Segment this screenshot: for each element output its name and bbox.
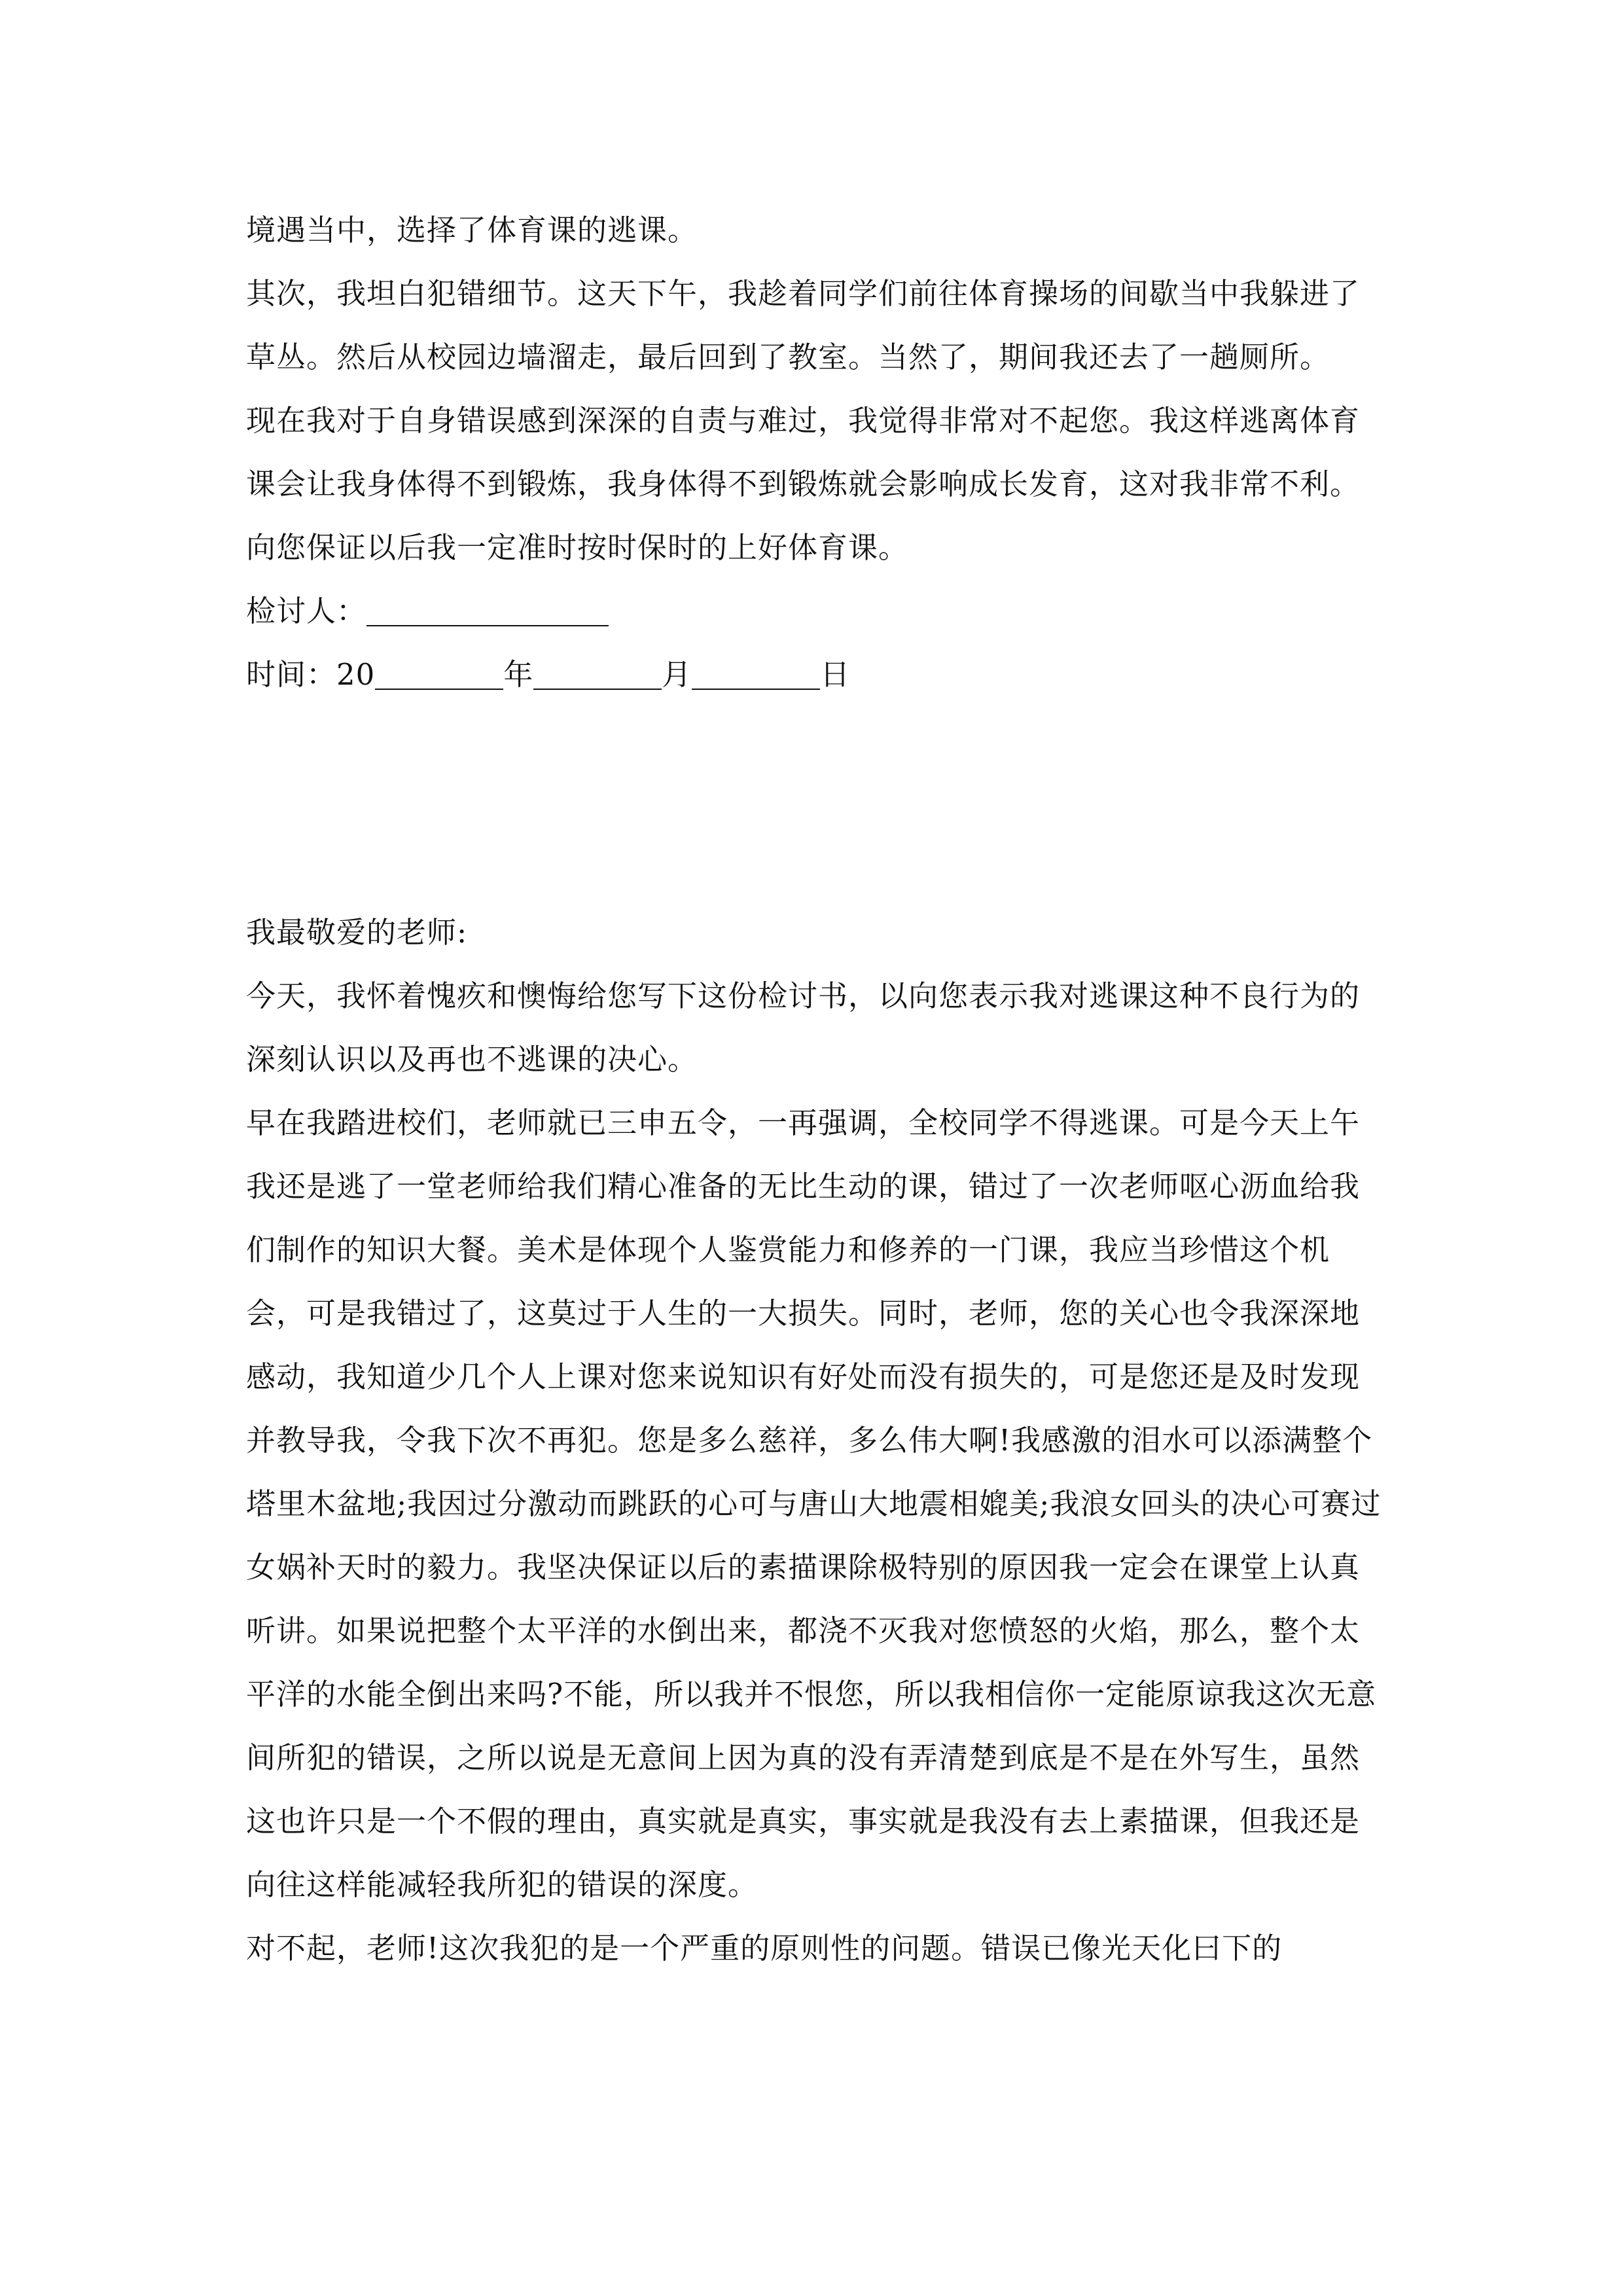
- self-criticism-letter-1: [246, 198, 1385, 706]
- self-criticism-letter-2: [246, 901, 1385, 1980]
- paragraph: 其次，我坦白犯错细节。这天下午，我趁着同学们前往体育操场的间歇当中我躲进了草丛。然后从校园边墙溜走，最后回到了教室。当然了，期间我还去了一趟厕所。: [246, 276, 1361, 374]
- salutation: 我最敬爱的老师:: [246, 915, 468, 950]
- paragraph: 今天，我怀着愧疚和懊悔给您写下这份检讨书，以向您表示我对逃课这种不良行为的深刻认识以及再也不逃课的决心。: [246, 978, 1361, 1077]
- signer-label: 检讨人：: [246, 594, 367, 628]
- time-label: 时间：20: [246, 657, 376, 692]
- paragraph: 向您保证以后我一定准时按时保时的上好体育课。: [246, 530, 909, 565]
- date-line: [246, 643, 1385, 706]
- paragraph: 早在我踏进校们，老师就已三申五令，一再强调，全校同学不得逃课。可是今天上午我还是逃了一堂老师给我们精心准备的无比生动的课，错过了一次老师呕心沥血给我们制作的知识大餐。美术是体现个人鉴赏能力和修养的一门课，我应当珍惜这个机会，可是我错过了，这莫过于人生的一大损失。同时，老师，您的关心也令我深深地感动，我知道少几个人上课对您来说知识有好处而没有损失的，可是您还是及时发现并教导我，令我下次不再犯。您是多么慈祥，多么伟大啊!我感激的泪水可以添满整个塔里木盆地;我因过分激动而跳跃的心可与唐山大地震相媲美;我浪女回头的决心可赛过女娲补天时的毅力。我坚决保证以后的素描课除极特别的原因我一定会在课堂上认真听讲。如果说把整个太平洋的水倒出来，都浇不灭我对您愤怒的火焰，那么，整个太平洋的水能全倒出来吗?不能，所以我并不恨您，所以我相信你一定能原谅我这次无意间所犯的错误，之所以说是无意间上因为真的没有弄清楚到底是不是在外写生，虽然这也许只是一个不假的理由，真实就是真实，事实就是我没有去上素描课，但我还是向往这样能减轻我所犯的错误的深度。: [246, 1105, 1382, 1902]
- paragraph: 现在我对于自身错误感到深深的自责与难过，我觉得非常对不起您。我这样逃离体育课会让我身体得不到锻炼，我身体得不到锻炼就会影响成长发育，这对我非常不利。: [246, 403, 1361, 501]
- paragraph: 对不起，老师!这次我犯的是一个严重的原则性的问题。错误已像光天化曰下的: [246, 1931, 1283, 1965]
- signer-line: [246, 579, 1385, 643]
- day-label: 日: [820, 657, 851, 692]
- paragraph: 境遇当中，选择了体育课的逃课。: [246, 213, 698, 247]
- month-blank: [533, 658, 662, 690]
- year-blank: [375, 658, 503, 690]
- day-blank: [692, 658, 820, 690]
- year-label: 年: [503, 657, 534, 692]
- signer-blank: [366, 595, 609, 626]
- month-label: 月: [662, 657, 692, 692]
